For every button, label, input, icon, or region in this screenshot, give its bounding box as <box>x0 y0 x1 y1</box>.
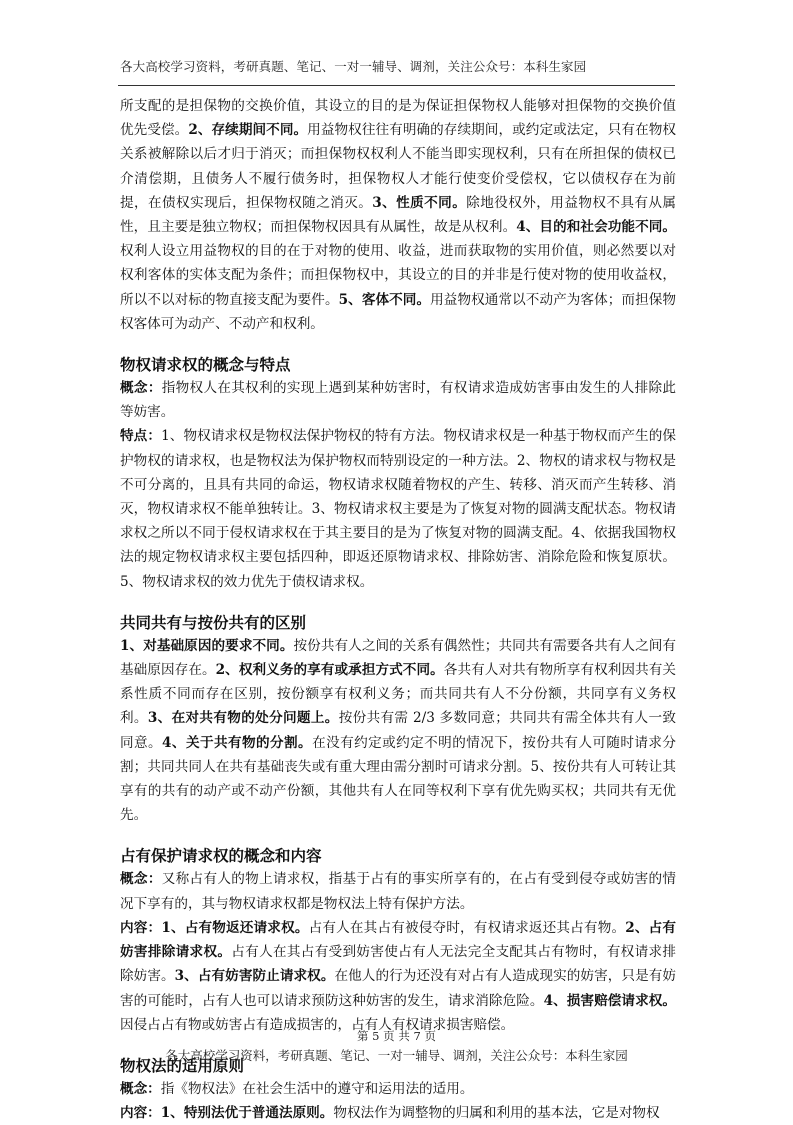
sec3-point-4: 4、损害赔偿请求权。 <box>543 992 676 1009</box>
sec4-concept <box>120 1077 676 1101</box>
intro-point-4: 4、目的和社会功能不同。 <box>516 219 676 236</box>
sec3-text-1: 占有人在其占有被侵夺时，有权请求返还其占有物。 <box>308 919 626 936</box>
sec4-content-label: 内容： <box>120 1105 161 1122</box>
sec2-point-3: 3、在对共有物的处分问题上。 <box>147 710 339 727</box>
sec1-concept-text: 指物权人在其权利的实现上遇到某种妨害时，有权请求造成妨害事由发生的人排除此等妨害。 <box>120 380 677 421</box>
sec2-point-1: 1、对基础原因的要求不同。 <box>120 637 294 654</box>
sec3-concept-label: 概念： <box>120 871 162 888</box>
sec4-point-1: 1、特别法优于普通法原则。 <box>160 1105 334 1122</box>
sec2-point-2: 2、权利义务的享有或承担方式不同。 <box>215 662 444 679</box>
section-title-co-ownership: 共同共有与按份共有的区别 <box>120 613 307 632</box>
intro-paragraph <box>120 94 676 336</box>
sec3-text-3: 在他人的行为还没有对占有人造成现实的妨害，只是有妨害的可能时，占有人也可以请求预防这种妨害的发生，请求消除危险。 <box>120 968 676 1009</box>
sec2-text-2: 各共有人对共有物所享有权利因共有关系性质不同而存在区别，按份额享有权利义务；而共同共有人不分份额，共同享有义务权利。 <box>120 662 677 727</box>
sec4-content <box>120 1101 676 1125</box>
sec1-feature-text: 1、物权请求权是物权法保护物权的特有方法。物权请求权是一种基于物权而产生的保护物权的请求权，也是物权法为保护物权而特别设定的一种方法。2、物权的请求权与物权是不可分离的，且具有共同的命运，物权请求权随着物权的产生、转移、消灭而产生转移、消灭，物权请求权不能单独转让。3、物权请求权主要是为了恢复对物的圆满支配状态。物权请求权之所以不同于侵权请求权在于其主要目的是为了恢复对物的圆满支配。4、依据我国物权法的规定物权请求权主要包括四种，即返还原物请求权、排除妨害、消除危险和恢复原状。5、物权请求权的效力优先于债权请求权。 <box>120 428 677 590</box>
sec2-text-1: 按份共有人之间的关系有偶然性；共同共有需要各共有人之间有基础原因存在。 <box>120 637 677 679</box>
intro-text-5: 用益物权通常以不动产为客体；而担保物权客体可为动产、不动产和权利。 <box>120 291 677 332</box>
sec3-content <box>120 916 676 1037</box>
sec2-point-4: 4、关于共有物的分割。 <box>162 734 313 751</box>
intro-text-3: 除地役权外，用益物权不具有从属性，且主要是独立物权；而担保物权因具有从属性，故是从权利。 <box>120 194 677 236</box>
sec1-features <box>120 424 676 593</box>
page-number: 第 5 页 共 7 页 <box>357 1029 436 1043</box>
sec3-point-1: 1、占有物返还请求权。 <box>161 919 309 936</box>
intro-point-2: 2、存续期间不同。 <box>188 122 308 139</box>
sec2-text-3: 按份共有需 2/3 多数同意；共同共有需全体共有人一致同意。 <box>120 710 676 751</box>
intro-point-3: 3、性质不同。 <box>372 194 467 211</box>
intro-text-4: 权利人设立用益物权的目的在于对物的使用、收益，进而获取物的实用价值，则必然要以对权利客体的实体支配为条件；而担保物权中，其设立的目的并非是行使对物的使用收益权，所以不以对标的物直接支配为要件。 <box>120 243 676 308</box>
section-title-possession-claim: 占有保护请求权的概念和内容 <box>120 847 322 866</box>
sec3-point-2: 2、占有妨害排除请求权。 <box>120 919 677 961</box>
sec2-text-4: 在没有约定或约定不明的情况下，按份共有人可随时请求分割；共同共同人在共有基础丧失或有重大理由需分割时可请求分割。5、按份共有人可转让其享有的共有的动产或不动产份额，其他共有人在同等权利下享有优先购买权；共同共有无优先。 <box>120 734 676 824</box>
sec4-concept-label: 概念： <box>120 1080 161 1097</box>
sec1-feature-label: 特点： <box>120 428 162 445</box>
sec1-concept-label: 概念： <box>120 380 162 397</box>
header-divider <box>118 85 675 86</box>
sec3-concept <box>120 867 676 915</box>
page-footer: 各大高校学习资料，考研真题、笔记、一对一辅导、调剂，关注公众号：本科生家园 <box>165 1048 628 1063</box>
sec3-concept-text: 又称占有人的物上请求权，指基于占有的事实所享有的，在占有受到侵夺或妨害的情况下享有的，其与物权请求权都是物权法上特有保护方法。 <box>120 871 677 912</box>
page-header: 各大高校学习资料，考研真题、笔记、一对一辅导、调剂，关注公众号：本科生家园 <box>120 59 587 74</box>
section-title-application-principles: 物权法的适用原则 <box>120 1056 245 1075</box>
sec4-text-1: 物权法作为调整物的归属和利用的基本法，它是对物权 <box>333 1105 660 1122</box>
sec1-concept <box>120 376 676 424</box>
section-title-real-right-claim: 物权请求权的概念与特点 <box>120 356 291 375</box>
sec2-paragraph <box>120 634 676 828</box>
page-body <box>120 94 676 1125</box>
intro-text-1: 所支配的是担保物的交换价值，其设立的目的是为保证担保物权人能够对担保物的交换价值优先受偿。 <box>120 98 676 139</box>
sec3-text-4: 因侵占占有物或妨害占有造成损害的，占有人有权请求损害赔偿。 <box>120 1016 515 1033</box>
sec3-point-3: 3、占有妨害防止请求权。 <box>174 968 335 985</box>
sec3-text-2: 占有人在其占有受到妨害使占有人无法完全支配其占有物时，有权请求排除妨害。 <box>120 944 677 985</box>
sec4-concept-text: 指《物权法》在社会生活中的遵守和运用法的适用。 <box>160 1080 474 1097</box>
sec3-content-label: 内容： <box>120 919 162 936</box>
intro-point-5: 5、客体不同。 <box>338 291 431 308</box>
intro-text-2: 用益物权往往有明确的存续期间，或约定或法定，只有在物权关系被解除以后才归于消灭；而担保物权权利人不能当即实现权利，只有在所担保的债权已介清偿期，且债务人不履行债务时，担保物权人才能行使变价受偿权，它以债权存在为前提，在债权实现后，担保物权随之消灭。 <box>120 122 677 211</box>
